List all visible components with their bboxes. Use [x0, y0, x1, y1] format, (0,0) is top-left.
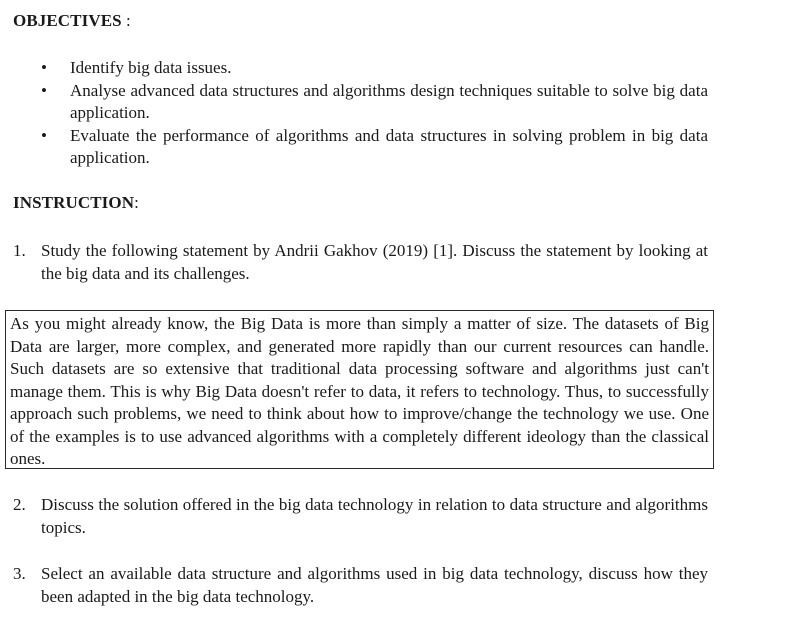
instruction-text: Discuss the solution offered in the big data technology in relation to data structure and algorithms topics.: [41, 495, 708, 537]
instruction-heading-text: INSTRUCTION: [13, 193, 135, 212]
instruction-item: [13, 494, 708, 539]
objective-text: Evaluate the performance of algorithms and data structures in solving problem in big data application.: [70, 125, 708, 167]
instruction-item: [13, 240, 708, 285]
bullet-icon: •: [41, 80, 47, 100]
instruction-heading-colon: :: [134, 193, 139, 212]
instruction-number: 1.: [13, 241, 26, 260]
instruction-text: Study the following statement by Andrii Gakhov (2019) [1]. Discuss the statement by looking at the big data and its challenges.: [41, 241, 708, 283]
objective-text: Analyse advanced data structures and algorithms design techniques suitable to solve big data application.: [70, 80, 708, 122]
objective-item: [40, 80, 708, 125]
objective-item: [40, 125, 708, 170]
objectives-heading: [13, 10, 131, 33]
objectives-list: [40, 57, 708, 170]
instruction-heading: [13, 192, 139, 215]
objective-item: [40, 57, 708, 80]
instruction-number: 3.: [13, 564, 26, 583]
objective-text: Identify big data issues.: [70, 58, 232, 77]
objectives-heading-text: OBJECTIVES: [13, 11, 122, 30]
instruction-text: Select an available data structure and algorithms used in big data technology, discuss how they been adapted in the big data technology.: [41, 564, 708, 606]
instruction-number: 2.: [13, 495, 26, 514]
bullet-icon: •: [41, 58, 47, 77]
bullet-icon: •: [41, 125, 47, 145]
quote-box: As you might already know, the Big Data is more than simply a matter of size. The datasets of Big Data are larger, more complex, and generated more rapidly than our current resources can handle. Such datasets are so extensive that traditional data processing software and algorithms just can't manage them. This is why Big Data doesn't refer to data, it refers to technology. Thus, to successfully approach such problems, we need to think about how to improve/change the technology we use. One of the examples is to use advanced algorithms with a completely different ideology than the classical ones.: [5, 310, 714, 469]
instruction-item: [13, 563, 708, 608]
objectives-heading-colon: :: [121, 11, 131, 30]
